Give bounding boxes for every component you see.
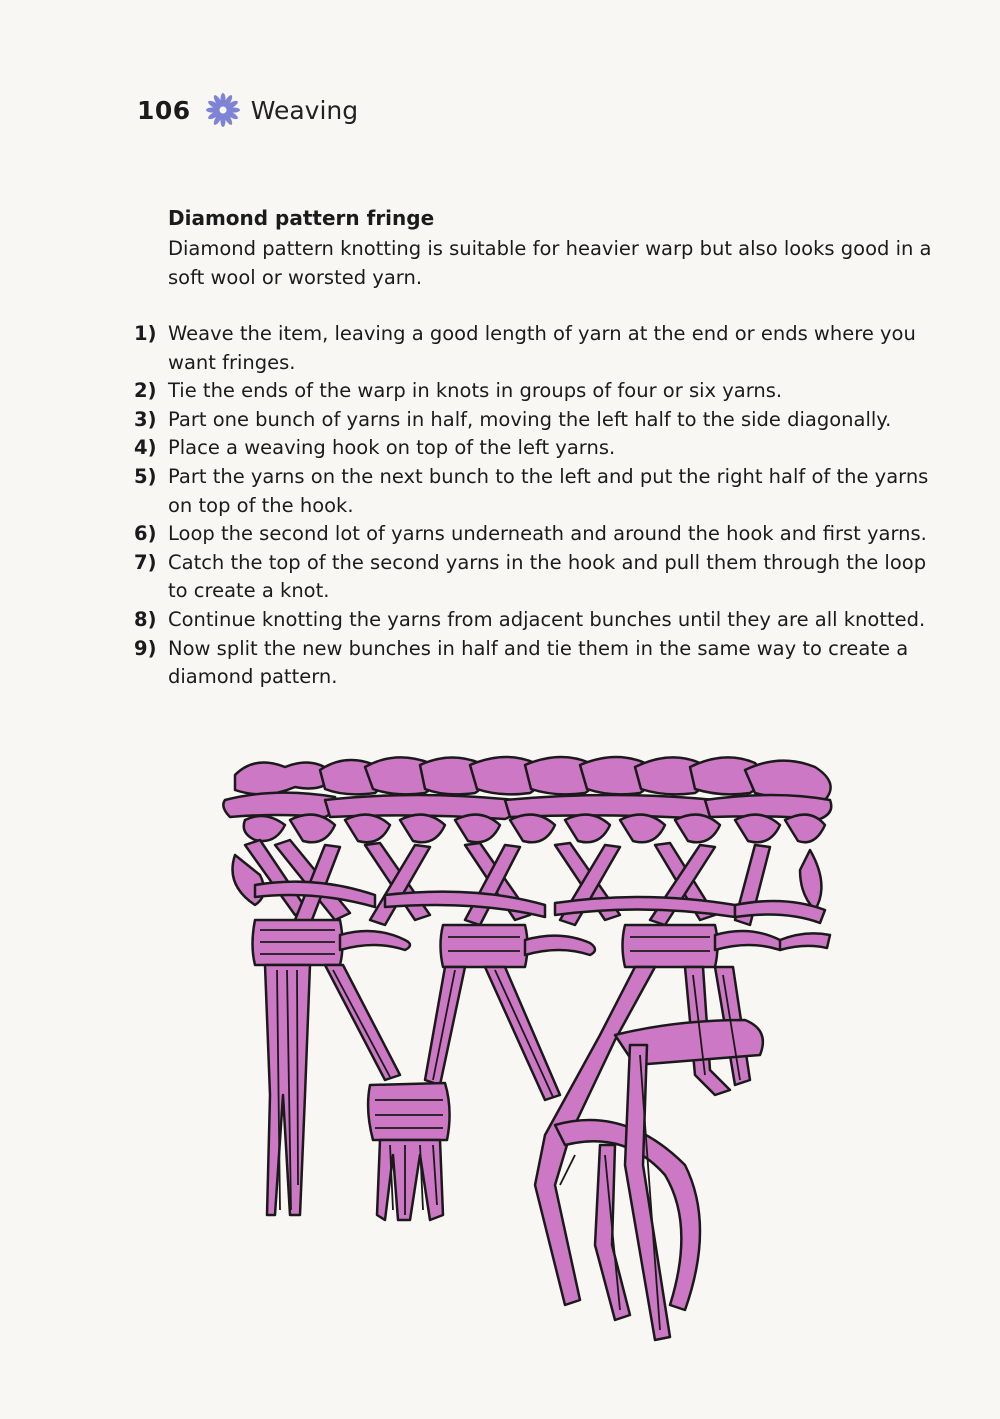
step-item (134, 463, 939, 520)
step-number: 7) (134, 550, 157, 574)
step-text: Part one bunch of yarns in half, moving the left half to the side diagonally. (168, 407, 892, 431)
page-header (137, 92, 358, 128)
step-number: 4) (134, 436, 157, 460)
step-number: 2) (134, 379, 157, 403)
step-item (134, 635, 939, 692)
page-number: 106 (137, 95, 191, 125)
section-title: Diamond pattern fringe (168, 206, 435, 230)
step-text: Weave the item, leaving a good length of yarn at the end or ends where you want fringes. (168, 322, 916, 374)
step-item (134, 320, 939, 377)
step-text: Catch the top of the second yarns in the hook and pull them through the loop to create a knot. (168, 550, 927, 603)
flower-icon (205, 92, 241, 128)
step-number: 1) (134, 322, 157, 345)
step-text: Place a weaving hook on top of the left yarns. (168, 436, 616, 460)
step-text: Part the yarns on the next bunch to the left and put the right half of the yarns on top of the hook. (168, 464, 929, 517)
chapter-title: Weaving (250, 95, 359, 125)
step-item (134, 434, 939, 463)
step-item (134, 549, 939, 606)
diamond-fringe-illustration (215, 745, 845, 1345)
step-number: 5) (134, 464, 157, 488)
section-intro: Diamond pattern knotting is suitable for heavier warp but also looks good in a soft wool or worsted yarn. (168, 237, 932, 289)
step-number: 3) (134, 407, 157, 431)
step-text: Loop the second lot of yarns underneath and around the hook and first yarns. (168, 522, 927, 546)
step-text: Tie the ends of the warp in knots in groups of four or six yarns. (168, 379, 783, 403)
step-item (134, 520, 939, 549)
step-item (134, 606, 939, 635)
step-number: 6) (134, 522, 157, 546)
step-item (134, 406, 939, 435)
step-item (134, 377, 939, 406)
step-number: 9) (134, 636, 157, 660)
step-number: 8) (134, 607, 157, 631)
step-text: Now split the new bunches in half and tie them in the same way to create a diamond pattern. (168, 636, 909, 689)
step-text: Continue knotting the yarns from adjacent bunches until they are all knotted. (168, 607, 926, 631)
steps-list (134, 320, 939, 692)
